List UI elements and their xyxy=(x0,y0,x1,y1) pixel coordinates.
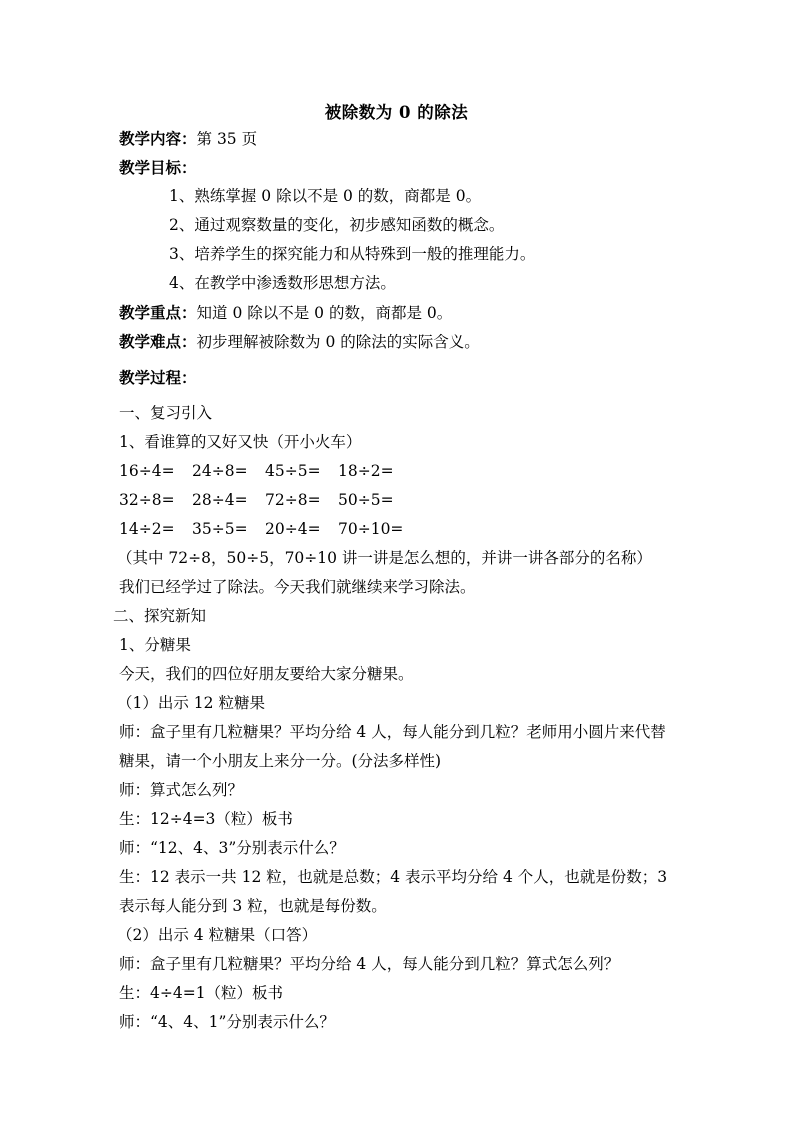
calc-item: 14÷2= xyxy=(119,520,175,538)
teaching-content-label: 教学内容： xyxy=(119,129,197,148)
teaching-goals-heading xyxy=(119,153,679,182)
dialogue-line: 师：盒子里有几粒糖果？平均分给 4 人，每人能分到几粒？老师用小圆片来代替 xyxy=(119,723,666,741)
dialogue-line: 师：算式怎么列？ xyxy=(119,781,244,799)
page-title: 被除数为 0 的除法 xyxy=(324,103,469,122)
explore-step: （2）出示 4 粒糖果（口答） xyxy=(117,926,318,944)
calc-item: 20÷4= xyxy=(265,520,321,538)
process-label: 教学过程： xyxy=(119,368,197,387)
dialogue-line: 生：4÷4=1（粒）板书 xyxy=(119,984,284,1002)
dialogue-line: 师：盒子里有几粒糖果？平均分给 4 人，每人能分到几粒？算式怎么列？ xyxy=(119,955,620,973)
explore-step: （1）出示 12 粒糖果 xyxy=(117,694,265,712)
difficulty-label: 教学难点： xyxy=(119,332,197,351)
calc-row xyxy=(119,515,679,544)
review-note: （其中 72÷8，50÷5，70÷10 讲一讲是怎么想的，并讲一讲各部分的名称） xyxy=(117,549,652,567)
dialogue-line: 糖果，请一个小朋友上来分一分。(分法多样性) xyxy=(119,752,442,770)
goal-item: 2、通过观察数量的变化，初步感知函数的概念。 xyxy=(169,216,505,234)
goal-item: 3、培养学生的探究能力和从特殊到一般的推理能力。 xyxy=(169,245,536,263)
calc-item: 45÷5= xyxy=(265,462,321,480)
key-point-label: 教学重点： xyxy=(119,303,197,322)
dialogue-line: 生：12 表示一共 12 粒，也就是总数；4 表示平均分给 4 个人，也就是份数；3 xyxy=(119,868,668,886)
explore-sub-heading: 1、分糖果 xyxy=(119,636,191,654)
spacer xyxy=(119,392,679,399)
review-task: 1、看谁算的又好又快（开小火车） xyxy=(119,433,362,451)
teaching-content xyxy=(119,124,679,153)
teaching-content-text: 第 35 页 xyxy=(196,130,258,148)
calc-item: 35÷5= xyxy=(192,520,248,538)
difficulty-text: 初步理解被除数为 0 的除法的实际含义。 xyxy=(196,333,480,351)
dialogue-line: 表示每人能分到 3 粒，也就是每份数。 xyxy=(119,897,387,915)
calc-row xyxy=(119,486,679,515)
calc-item: 18÷2= xyxy=(338,462,394,480)
dialogue-line: 生：12÷4=3（粒）板书 xyxy=(119,810,293,828)
calc-item: 16÷4= xyxy=(119,462,175,480)
dialogue-line: 师：“4、4、1”分别表示什么？ xyxy=(119,1013,335,1031)
key-point-text: 知道 0 除以不是 0 的数，商都是 0。 xyxy=(196,304,453,322)
calc-row xyxy=(119,457,679,486)
explore-heading: 二、探究新知 xyxy=(113,607,207,625)
process-heading xyxy=(119,363,679,392)
goal-item: 1、熟练掌握 0 除以不是 0 的数，商都是 0。 xyxy=(169,187,482,205)
explore-intro: 今天，我们的四位好朋友要给大家分糖果。 xyxy=(119,665,414,683)
difficulty xyxy=(119,327,679,356)
spacer xyxy=(119,356,679,363)
calc-item: 24÷8= xyxy=(192,462,248,480)
review-heading: 一、复习引入 xyxy=(119,404,213,422)
calc-item: 28÷4= xyxy=(192,491,248,509)
calc-item: 70÷10= xyxy=(338,520,404,538)
calc-item: 32÷8= xyxy=(119,491,175,509)
goal-item: 4、在教学中渗透数形思想方法。 xyxy=(169,274,396,292)
document-body xyxy=(113,124,679,1037)
review-transition: 我们已经学过了除法。今天我们就继续来学习除法。 xyxy=(119,578,476,596)
calc-item: 50÷5= xyxy=(338,491,394,509)
teaching-goals-label: 教学目标： xyxy=(119,158,197,177)
calc-item: 72÷8= xyxy=(265,491,321,509)
dialogue-line: 师：“12、4、3”分别表示什么？ xyxy=(119,839,345,857)
key-point xyxy=(119,298,679,327)
